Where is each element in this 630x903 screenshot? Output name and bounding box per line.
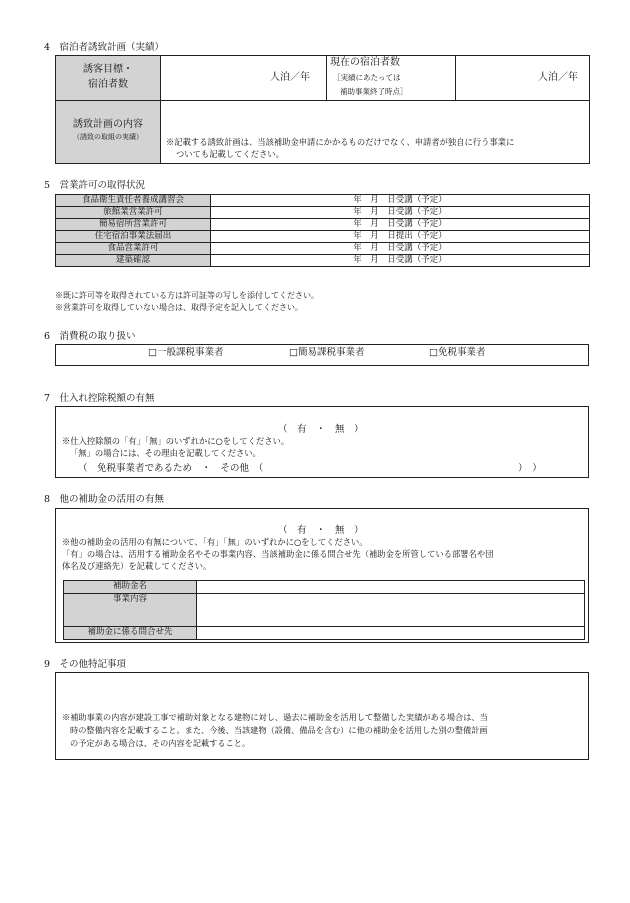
section-6-heading: 6 消費税の取り扱い xyxy=(44,331,136,342)
permit-table xyxy=(55,194,590,267)
subsidy-name-label: 補助金名 xyxy=(112,581,147,591)
current-unit: 人泊／年 xyxy=(538,72,578,83)
option-general-taxable[interactable]: □一般課税事業者 xyxy=(148,347,224,358)
special-note-1: ※補助事業の内容が建設工事で補助対象となる建物に対し、過去に補助金を活用して整備した実績がある場合は、当 xyxy=(62,712,488,722)
permit-name: 食品衛生責任者養成講習会 xyxy=(56,195,211,207)
table-row xyxy=(56,231,590,243)
current-label-1: 現在の宿泊者数 xyxy=(330,57,400,68)
permit-note-1: ※既に許可等を取得されている方は許可証等の写しを添付してください。 xyxy=(55,291,319,300)
deduction-reason-line[interactable]: （ 免税事業者であるため ・ その他 （ xyxy=(78,463,264,474)
table-row xyxy=(56,207,590,219)
subsidy-contact-field[interactable] xyxy=(196,626,585,640)
target-unit: 人泊／年 xyxy=(270,72,310,83)
special-note-2: 時の整備内容を記載すること。また、今後、当該建物（設備、備品を含む）に他の補助金を活用した別の整備計画 xyxy=(70,725,488,735)
permit-status[interactable]: 年 月 日提出（予定） xyxy=(211,231,590,243)
table-row xyxy=(56,195,590,207)
deduction-line-2: 「無」の場合には、その理由を記載してください。 xyxy=(70,448,261,458)
permit-name: 建築確認 xyxy=(56,255,211,267)
plan-note-1: ※記載する誘致計画は、当該補助金申請にかかるものだけでなく、申請者が独自に行う事業に xyxy=(166,137,515,147)
permit-status[interactable]: 年 月 日受講（予定） xyxy=(211,255,590,267)
option-simplified-taxable[interactable]: □簡易課税事業者 xyxy=(289,347,365,358)
table-row xyxy=(56,243,590,255)
section-9-heading: 9 その他特記事項 xyxy=(44,659,127,670)
target-label: 誘客目標・ 宿泊者数 xyxy=(83,64,133,90)
plan-note-2: ついても記載してください。 xyxy=(176,149,284,159)
permit-name: 簡易宿所営業許可 xyxy=(56,219,211,231)
other-subsidy-choice[interactable]: （ 有 ・ 無 ） xyxy=(278,525,364,536)
deduction-line-1: ※仕入控除額の「有」「無」のいずれかに○をしてください。 xyxy=(62,436,290,446)
subsidy-content-field[interactable] xyxy=(196,593,585,627)
permit-note-2: ※営業許可を取得していない場合は、取得予定を記入してください。 xyxy=(55,303,303,312)
permit-status[interactable]: 年 月 日受講（予定） xyxy=(211,195,590,207)
permit-status[interactable]: 年 月 日受講（予定） xyxy=(211,243,590,255)
deduction-choice[interactable]: （ 有 ・ 無 ） xyxy=(278,424,364,435)
other-subsidy-line-3: 体名及び連絡先）を記載してください。 xyxy=(62,561,212,571)
plan-sub-label: （誘致の取組の実績） xyxy=(73,133,143,141)
subsidy-contact-label: 補助金に係る問合せ先 xyxy=(87,627,173,637)
deduction-reason-end: ） ） xyxy=(518,463,542,474)
plan-label-cell xyxy=(55,100,161,164)
current-label-2: ［実績にあたっては xyxy=(333,73,401,82)
other-subsidy-line-2: 「有」の場合は、活用する補助金名やその事業内容、当該補助金に係る問合せ先（補助金を所管している部署名や団 xyxy=(62,549,494,559)
special-note-3: の予定がある場合は、その内容を記載すること。 xyxy=(70,738,251,748)
subsidy-content-label: 事業内容 xyxy=(112,594,147,604)
section-7-heading: 7 仕入れ控除税額の有無 xyxy=(44,393,155,404)
permit-name: 食品営業許可 xyxy=(56,243,211,255)
subsidy-name-field[interactable] xyxy=(196,580,585,594)
permit-status[interactable]: 年 月 日受講（予定） xyxy=(211,207,590,219)
permit-status[interactable]: 年 月 日受講（予定） xyxy=(211,219,590,231)
table-row xyxy=(56,255,590,267)
table-row xyxy=(56,219,590,231)
section-5-heading: 5 営業許可の取得状況 xyxy=(44,180,146,191)
permit-name: 旅館業営業許可 xyxy=(56,207,211,219)
section-8-heading: 8 他の補助金の活用の有無 xyxy=(44,494,165,505)
plan-label: 誘致計画の内容 xyxy=(73,119,143,130)
permit-name: 住宅宿泊事業法届出 xyxy=(56,231,211,243)
option-tax-exempt[interactable]: □免税事業者 xyxy=(429,347,486,358)
section-4-heading: 4 宿泊者誘致計画（実績） xyxy=(44,42,165,53)
current-label-3: 補助事業終了時点］ xyxy=(340,87,408,96)
other-subsidy-line-1: ※他の補助金の活用の有無について、「有」「無」のいずれかに○をしてください。 xyxy=(62,537,368,547)
